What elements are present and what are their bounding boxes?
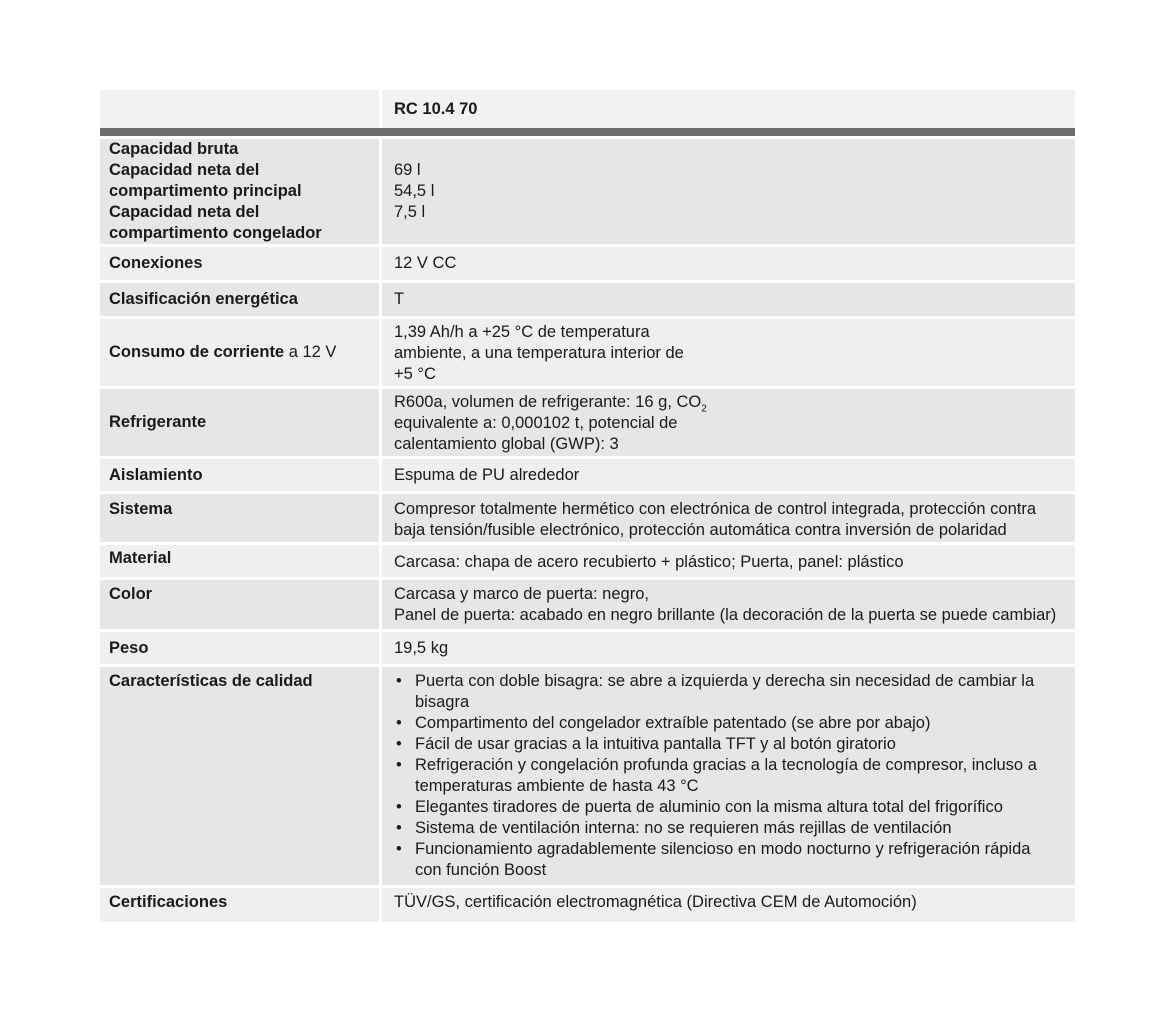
list-item: • Puerta con doble bisagra: se abre a izquierda y derecha sin necesidad de cambiar la bisagra [394,671,1051,713]
table-row-weight [100,632,1075,664]
table-row-color [100,580,1075,629]
header-empty-cell [100,90,379,128]
table-row-connections [100,247,1075,280]
model-heading: RC 10.4 70 [382,90,1075,128]
insulation-label: Aislamiento [100,459,379,491]
quality-label: Características de calidad [100,667,379,885]
weight-label: Peso [100,632,379,664]
table-row-energy-class [100,283,1075,316]
table-row-system [100,494,1075,542]
list-item: • Funcionamiento agradablemente silencioso en modo nocturno y refrigeración rápida con función Boost [394,839,1051,881]
gross-capacity-value: 69 l [394,161,421,179]
insulation-value: Espuma de PU alrededor [382,459,1075,491]
system-value: Compresor totalmente hermético con electrónica de control integrada, protección contra baja tensión/fusible electrónico, protección automática contra inversión de polaridad [382,494,1075,542]
system-label: Sistema [100,494,379,542]
color-label: Color [100,580,379,629]
quality-list [394,671,1051,881]
material-value: Carcasa: chapa de acero recubierto + plástico; Puerta, panel: plástico [382,545,1075,577]
header-divider [100,128,1075,136]
table-row-consumption [100,319,1075,386]
weight-value: 19,5 kg [382,632,1075,664]
refrigerant-value: R600a, volumen de refrigerante: 16 g, $CO_2$ equivalente a: 0,000102 t, potencial de calentamiento global (GWP): 3 [382,389,1075,456]
connections-value: 12 V CC [382,247,1075,280]
freezer-compartment-value: 7,5 l [394,203,426,221]
table-row-material [100,545,1075,577]
list-item: • Elegantes tiradores de puerta de aluminio con la misma altura total del frigorífico [394,797,1051,818]
table-row-certifications [100,888,1075,922]
color-value: Carcasa y marco de puerta: negro, Panel de puerta: acabado en negro brillante (la decoración de la puerta se puede cambiar) [382,580,1075,629]
list-item: • Refrigeración y congelación profunda gracias a la tecnología de compresor, incluso a temperaturas ambiente de hasta 43 °C [394,755,1051,797]
refrigerant-label: Refrigerante [100,389,379,456]
consumption-value: 1,39 Ah/h a +25 °C de temperatura ambiente, a una temperatura interior de +5 °C [382,319,1075,386]
table-row-quality [100,667,1075,885]
material-label: Material [100,545,379,577]
certifications-label: Certificaciones [100,888,379,922]
list-item: • Fácil de usar gracias a la intuitiva pantalla TFT y al botón giratorio [394,734,1051,755]
spec-table [100,90,1075,925]
table-row-insulation [100,459,1075,491]
capacity-values [382,139,1075,244]
quality-value [382,667,1075,885]
energy-class-label: Clasificación energética [100,283,379,316]
capacity-label: Capacidad bruta Capacidad neta del compartimento principal Capacidad neta del compartimento congelador [100,139,379,244]
energy-class-value: T [382,283,1075,316]
table-row-capacity [100,139,1075,244]
consumption-label: Consumo de corriente a 12 V [100,319,379,386]
table-header-row [100,90,1075,128]
connections-label: Conexiones [100,247,379,280]
table-row-refrigerant [100,389,1075,456]
list-item: • Sistema de ventilación interna: no se requieren más rejillas de ventilación [394,818,1051,839]
main-compartment-value: 54,5 l [394,182,435,200]
certifications-value: TÜV/GS, certificación electromagnética (Directiva CEM de Automoción) [382,888,1075,922]
list-item: • Compartimento del congelador extraíble patentado (se abre por abajo) [394,713,1051,734]
